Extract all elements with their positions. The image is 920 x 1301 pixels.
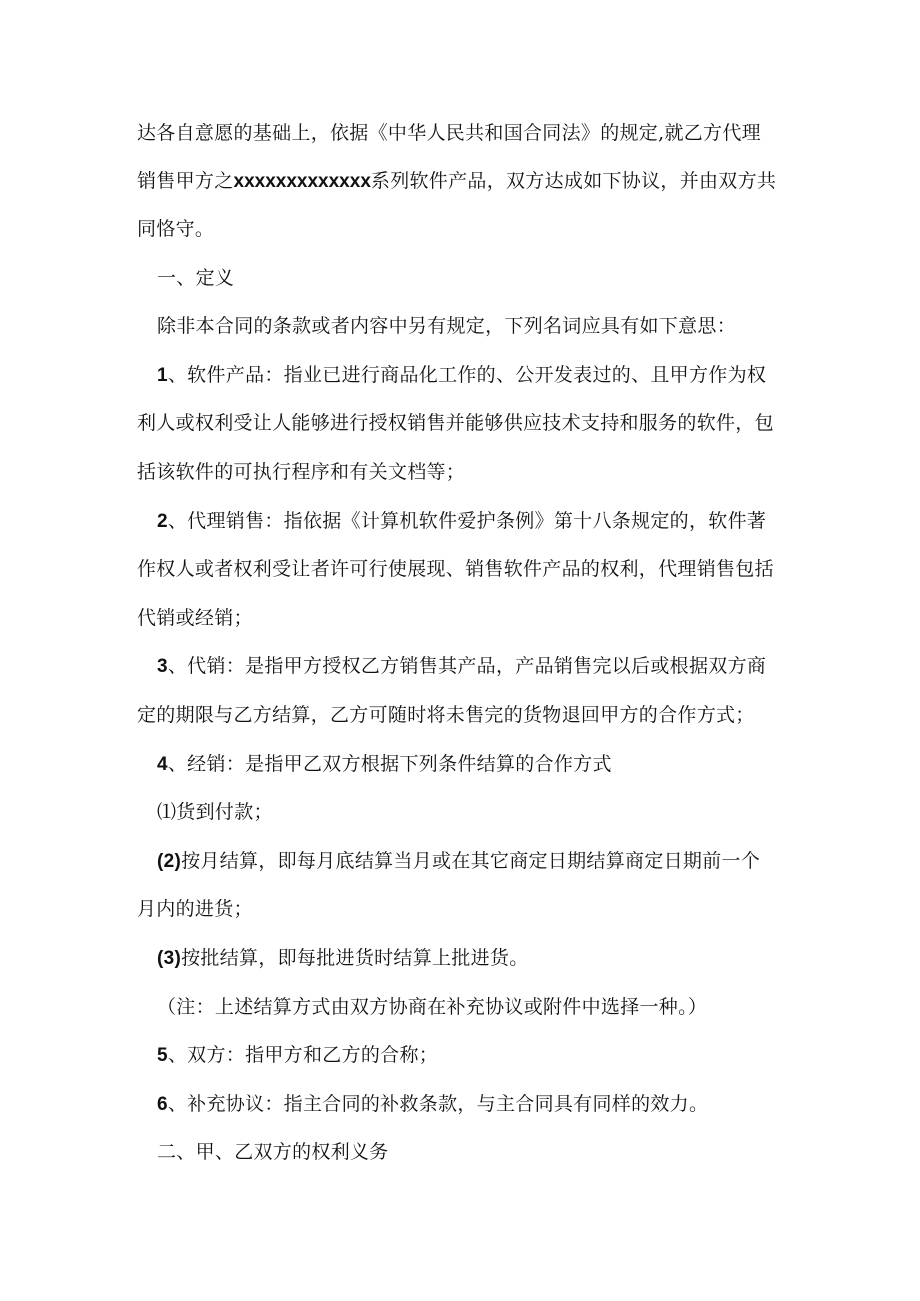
definition-number: 3: [157, 656, 168, 677]
text-span: 、代理销售：指依据《计算机软件爱护条例》第十八条规定的，软件著: [167, 510, 767, 532]
section-heading-definitions: [157, 266, 234, 290]
text-span: 按批结算，即每批进货时结算上批进货。: [181, 947, 529, 969]
text-span: 、双方：指甲方和乙方的合称；: [167, 1044, 439, 1066]
settlement-item-3: [157, 946, 529, 971]
definition-number: 2: [157, 511, 168, 532]
heading-text: 二、甲、乙双方的权利义务: [157, 1141, 389, 1163]
definition-6: [157, 1092, 708, 1117]
definitions-intro: [157, 314, 736, 338]
section-heading-rights: [157, 1140, 389, 1164]
text-span: 括该软件的可执行程序和有关文档等；: [137, 461, 466, 483]
paragraph-line: [137, 217, 214, 241]
settlement-item-1: [157, 800, 273, 824]
text-span: 代销或经销；: [137, 607, 253, 629]
text-span: 定的期限与乙方结算，乙方可随时将未售完的货物退回甲方的合作方式；: [137, 704, 755, 726]
paragraph-line: [137, 121, 761, 145]
text-span: 、补充协议：指主合同的补救条款，与主合同具有同样的效力。: [167, 1093, 709, 1115]
text-span: 月内的进货；: [137, 898, 253, 920]
definition-number: 6: [157, 1094, 168, 1115]
text-span: 除非本合同的条款或者内容中另有规定，下列名词应具有如下意思：: [157, 315, 737, 337]
definition-3: [157, 654, 766, 679]
text-span: 同恪守。: [137, 218, 215, 240]
text-span: 、软件产品：指业已进行商品化工作的、公开发表过的、且甲方作为权: [167, 364, 767, 386]
text-span: 作权人或者权利受让者许可行使展现、销售软件产品的权利，代理销售包括: [137, 558, 774, 580]
definition-number: 1: [157, 365, 168, 386]
text-span: ⑴货到付款；: [157, 801, 273, 823]
paragraph-line: [137, 703, 755, 727]
paragraph-line: [137, 169, 776, 194]
paragraph-line: [137, 557, 774, 581]
text-span: 按月结算，即每月底结算当月或在其它商定日期结算商定日期前一个: [181, 850, 761, 872]
item-number: (2): [157, 851, 182, 872]
text-span: 销售甲方之: [137, 170, 234, 192]
settlement-note: [157, 995, 707, 1019]
text-span: 、经销：是指甲乙双方根据下列条件结算的合作方式: [167, 753, 612, 775]
definition-number: 4: [157, 754, 168, 775]
paragraph-line: [137, 460, 465, 484]
heading-text: 一、定义: [157, 267, 235, 289]
definition-2: [157, 509, 766, 534]
product-code: xxxxxxxxxxxxx: [233, 171, 371, 192]
paragraph-line: [137, 411, 774, 435]
item-number: (3): [157, 948, 182, 969]
paragraph-line: [137, 897, 253, 921]
definition-4: [157, 752, 612, 777]
definition-1: [157, 363, 766, 388]
definition-number: 5: [157, 1045, 168, 1066]
settlement-item-2: [157, 849, 760, 874]
definition-5: [157, 1043, 438, 1068]
text-span: （注：上述结算方式由双方协商在补充协议或附件中选择一种。）: [157, 996, 708, 1018]
text-span: 、代销：是指甲方授权乙方销售其产品，产品销售完以后或根据双方商: [167, 655, 767, 677]
paragraph-line: [137, 606, 253, 630]
text-span: 利人或权利受让人能够进行授权销售并能够供应技术支持和服务的软件，包: [137, 412, 774, 434]
text-span: 达各自意愿的基础上，依据《中华人民共和国合同法》的规定,就乙方代理: [137, 122, 761, 144]
text-span: 系列软件产品，双方达成如下协议，并由双方共: [370, 170, 777, 192]
